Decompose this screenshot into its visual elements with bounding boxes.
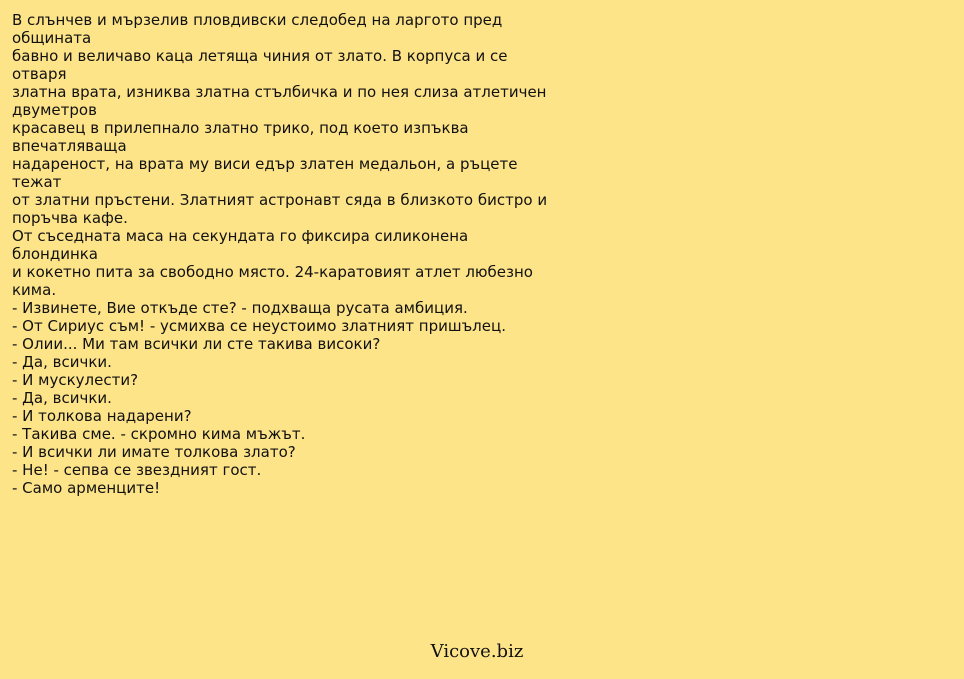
joke-line: впечатляваща	[12, 137, 127, 155]
joke-line: - Да, всички.	[12, 389, 112, 407]
joke-line: златна врата, изниква златна стълбичка и по нея слиза атлетичен	[12, 83, 547, 101]
joke-line: От съседната маса на секундата го фиксира силиконена	[12, 227, 469, 245]
joke-line: - Извинете, Вие откъде сте? - подхваща русата амбиция.	[12, 299, 468, 317]
joke-line: - И мускулести?	[12, 371, 139, 389]
site-footer: Vicove.biz	[430, 641, 524, 662]
joke-line: В слънчев и мързелив пловдивски следобед на ларгото пред	[12, 11, 503, 29]
joke-line: кима.	[12, 281, 57, 299]
joke-line: от златни пръстени. Златният астронавт сяда в близкото бистро и	[12, 191, 548, 209]
joke-line: двуметров	[12, 101, 97, 119]
joke-line: бавно и величаво каца летяща чиния от злато. В корпуса и се	[12, 47, 508, 65]
joke-line: отваря	[12, 65, 67, 83]
joke-line: надареност, на врата му виси едър златен медальон, а ръцете	[12, 155, 518, 173]
joke-line: - Само арменците!	[12, 479, 161, 497]
joke-line: - Не! - сепва се звездният гост.	[12, 461, 262, 479]
joke-line: блондинка	[12, 245, 99, 263]
joke-line: - Да, всички.	[12, 353, 112, 371]
joke-line: - Олии... Ми там всички ли сте такива високи?	[12, 335, 381, 353]
joke-line: - Такива сме. - скромно кима мъжът.	[12, 425, 306, 443]
joke-line: тежат	[12, 173, 62, 191]
joke-line: красавец в прилепнало златно трико, под което изпъква	[12, 119, 469, 137]
joke-line: и кокетно пита за свободно място. 24-каратовият атлет любезно	[12, 263, 533, 281]
joke-line: общината	[12, 29, 92, 47]
joke-text	[12, 11, 572, 497]
joke-line: - И толкова надарени?	[12, 407, 192, 425]
joke-line: - И всички ли имате толкова злато?	[12, 443, 296, 461]
joke-line: поръчва кафе.	[12, 209, 128, 227]
joke-line: - От Сириус съм! - усмихва се неустоимо златният пришълец.	[12, 317, 506, 335]
